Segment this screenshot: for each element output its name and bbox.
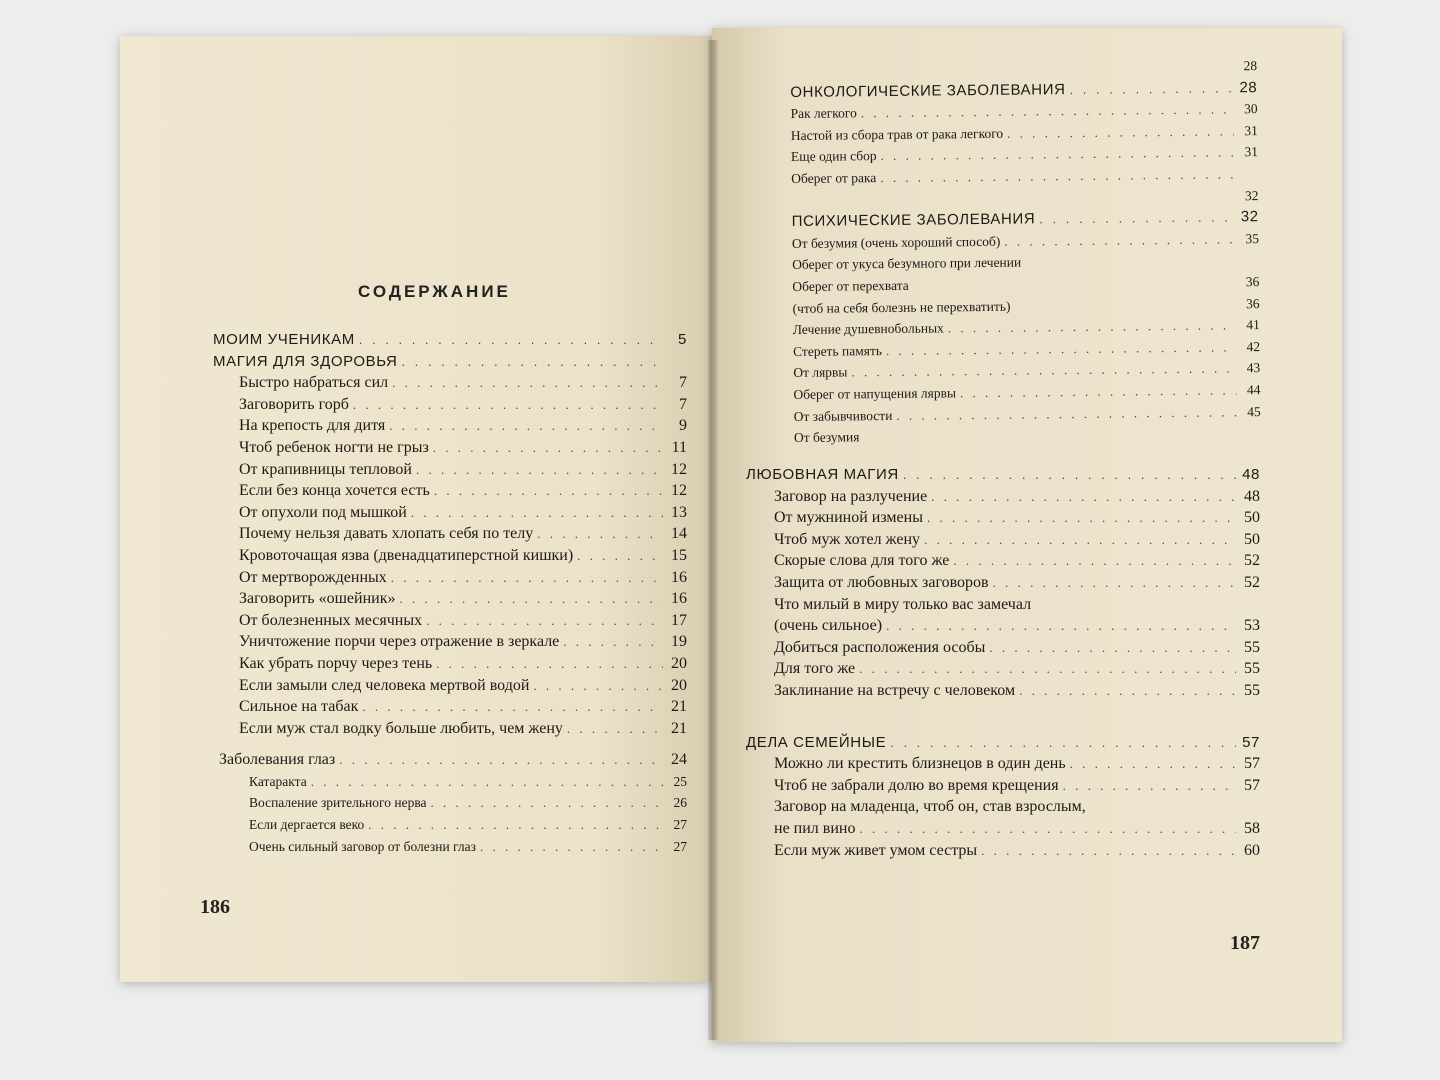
toc-entry: МАГИЯ ДЛЯ ЗДОРОВЬЯ . . . — [213, 351, 690, 373]
toc-entry: не пил вино . . . 58 — [746, 818, 1263, 840]
toc-entry: Если дергается веко . . . 27 — [213, 814, 690, 836]
toc-entry: 28 — [1243, 58, 1258, 74]
toc-entry: От забывчивости . . . 45 — [794, 401, 1264, 428]
toc-entry: (чтоб на себя болезнь не перехватить) 36 — [792, 295, 1260, 316]
toc-entry: Чтоб не забрали долю во время крещения . . . 57 — [746, 775, 1263, 797]
toc-entry: От мужниной измены . . . 50 — [746, 507, 1263, 529]
toc-entry: Заболевания глаз . . . 24 — [213, 749, 690, 771]
toc-entry: Оберег от перехвата 36 — [792, 274, 1260, 294]
toc-entry: Скорые слова для того же . . . 52 — [746, 550, 1263, 572]
left-toc-list — [213, 329, 690, 857]
toc-entry: Рак легкого . . . 30 — [790, 98, 1260, 125]
toc-entry: Оберег от укуса безумного при лечении — [792, 254, 1022, 273]
toc-entry: Воспаление зрительного нерва . . . 26 — [213, 792, 690, 814]
toc-entry: Чтоб муж хотел жену . . . 50 — [746, 529, 1263, 551]
toc-entry: Очень сильный заговор от болезни глаз . . . 27 — [213, 836, 690, 858]
toc-entry: Можно ли крестить близнецов в один день . . . 57 — [746, 753, 1263, 775]
toc-entry: 32 — [1244, 187, 1259, 203]
toc-entry: От опухоли под мышкой . . . 13 — [213, 502, 690, 524]
toc-entry: Лечение душевнобольных . . . 41 — [793, 314, 1263, 341]
toc-entry: Для того же . . . 55 — [746, 658, 1263, 680]
right-toc-list-2 — [746, 464, 1263, 861]
page-number-left: 186 — [200, 896, 230, 918]
toc-entry: Заклинание на встречу с человеком . . . 55 — [746, 680, 1263, 702]
toc-entry: Заговорить «ошейник» . . . 16 — [213, 588, 690, 610]
toc-entry: Если муж живет умом сестры . . . 60 — [746, 840, 1263, 862]
toc-entry: Почему нельзя давать хлопать себя по телу . . . 14 — [213, 523, 690, 545]
toc-entry: От крапивницы тепловой . . . 12 — [213, 459, 690, 481]
toc-entry: ЛЮБОВНАЯ МАГИЯ . . . 48 — [746, 464, 1263, 486]
toc-entry: Оберег от напущения лярвы . . . 44 — [793, 379, 1263, 406]
toc-entry: Заговорить горб . . . 7 — [213, 394, 690, 416]
toc-entry: От мертворожденных . . . 16 — [213, 567, 690, 589]
toc-entry: Что милый в миру только вас замечал — [774, 595, 1032, 613]
toc-entry: Стереть память . . . 42 — [793, 336, 1263, 363]
toc-entry: ДЕЛА СЕМЕЙНЫЕ . . . 57 — [746, 732, 1263, 754]
right-toc-list — [790, 55, 1264, 449]
toc-entry: От безумия (очень хороший способ) . . . 35 — [792, 228, 1262, 255]
book-gutter — [708, 40, 718, 1040]
toc-entry: Катаракта . . . 25 — [213, 771, 690, 793]
toc-entry: Кровоточащая язва (двенадцатиперстной кишки) . . . 15 — [213, 545, 690, 567]
toc-entry: От безумия — [793, 429, 860, 446]
toc-entry: (очень сильное) . . . 53 — [746, 615, 1263, 637]
toc-entry: Еще один сбор . . . 31 — [791, 141, 1261, 168]
toc-entry: Настой из сбора трав от рака легкого . . . 31 — [791, 120, 1261, 147]
toc-entry: Оберег от рака . . . — [791, 163, 1261, 190]
toc-entry: От лярвы . . . 43 — [793, 357, 1263, 384]
toc-entry: Добиться расположения особы . . . 55 — [746, 637, 1263, 659]
toc-entry: Заговор на младенца, чтоб он, став взрослым, — [774, 798, 1086, 816]
toc-entry: ОНКОЛОГИЧЕСКИЕ ЗАБОЛЕВАНИЯ . . . 28 — [790, 77, 1260, 104]
toc-entry: На крепость для дитя . . . 9 — [213, 415, 690, 437]
toc-entry: Быстро набраться сил . . . 7 — [213, 372, 690, 394]
contents-heading: СОДЕРЖАНИЕ — [358, 282, 511, 301]
toc-entry: Если муж стал водку больше любить, чем жену . . . 21 — [213, 718, 690, 740]
toc-entry: Чтоб ребенок ногти не грыз . . . 11 — [213, 437, 690, 459]
toc-entry: От болезненных месячных . . . 17 — [213, 610, 690, 632]
toc-entry: Сильное на табак . . . 21 — [213, 696, 690, 718]
toc-entry: Если без конца хочется есть . . . 12 — [213, 480, 690, 502]
toc-entry: Как убрать порчу через тень . . . 20 — [213, 653, 690, 675]
page-number-right: 187 — [1230, 932, 1260, 954]
toc-entry: ПСИХИЧЕСКИЕ ЗАБОЛЕВАНИЯ . . . 32 — [792, 206, 1262, 233]
toc-entry: МОИМ УЧЕНИКАМ . . . 5 — [213, 329, 690, 351]
toc-entry: Защита от любовных заговоров . . . 52 — [746, 572, 1263, 594]
toc-entry: Если замыли след человека мертвой водой . . . 20 — [213, 675, 690, 697]
toc-entry: Уничтожение порчи через отражение в зеркале . . . 19 — [213, 631, 690, 653]
toc-entry: Заговор на разлучение . . . 48 — [746, 486, 1263, 508]
